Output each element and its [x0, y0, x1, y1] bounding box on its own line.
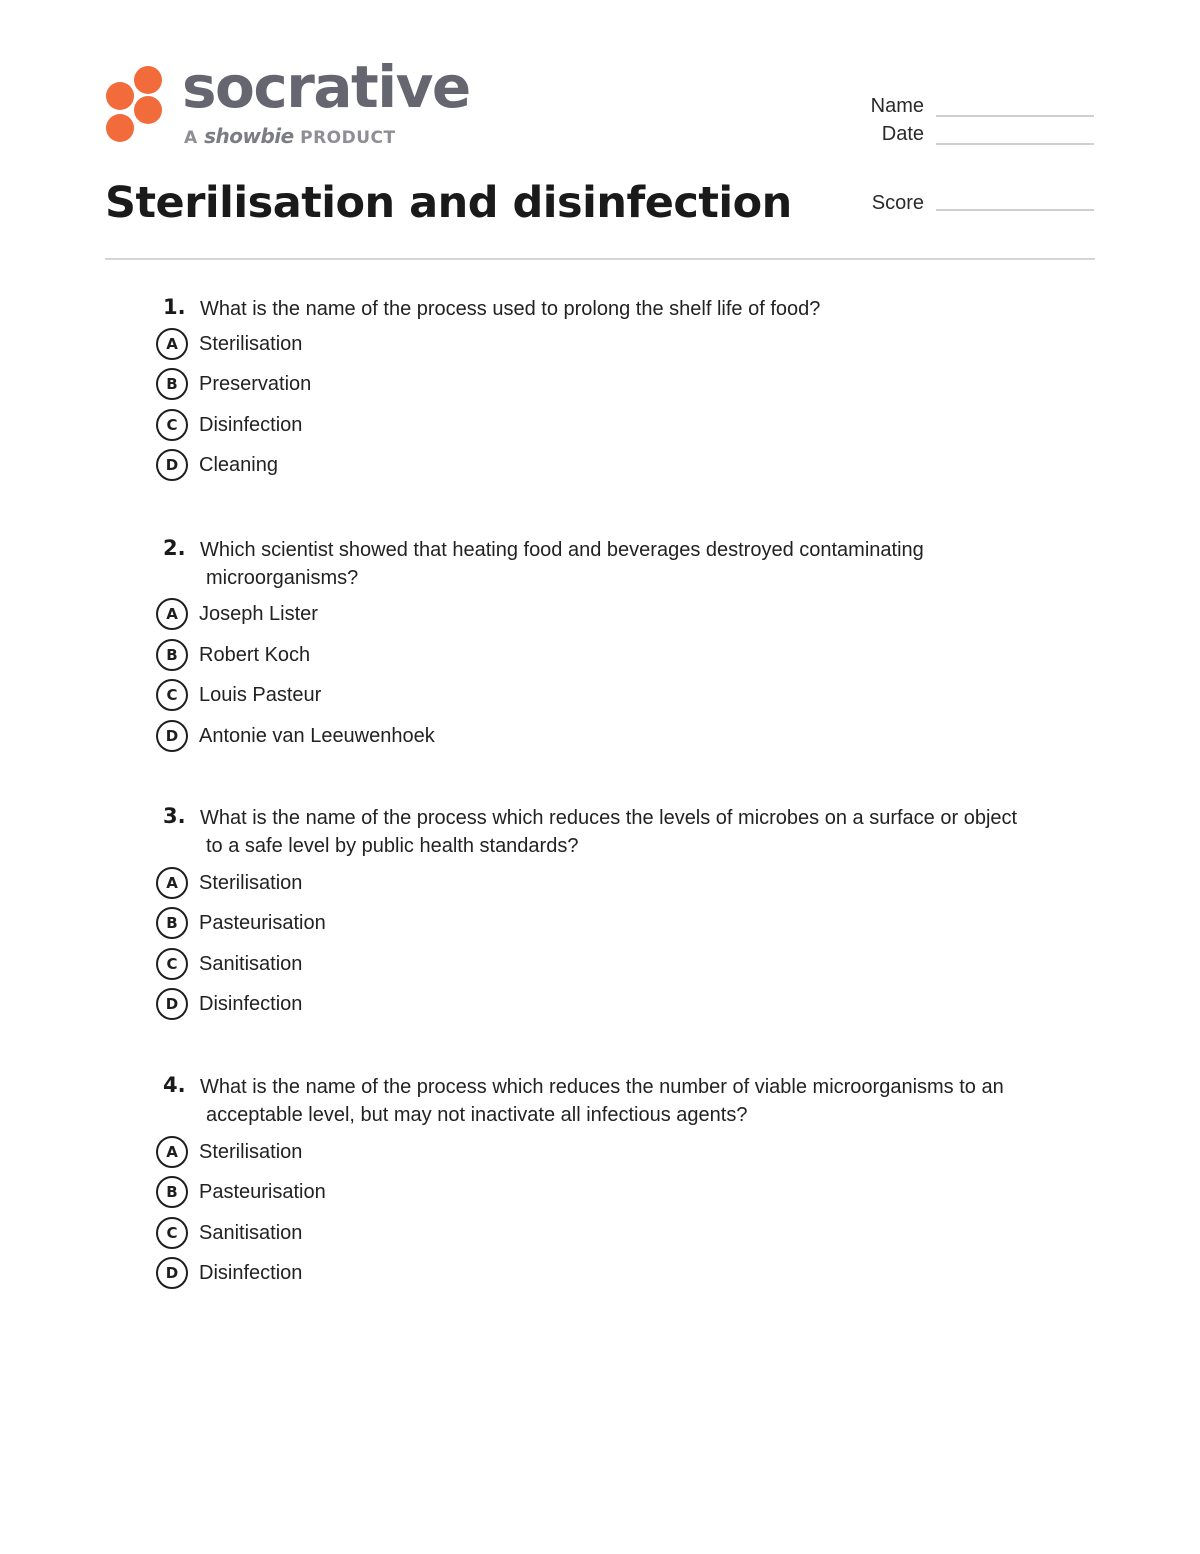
socrative-hexagon-icon [104, 64, 168, 144]
question-number: 3. [163, 804, 186, 828]
option-c[interactable] [156, 1217, 756, 1249]
option-letter-badge: A [156, 328, 188, 360]
tagline-prefix: A [184, 128, 198, 148]
option-text: Preservation [199, 373, 312, 395]
option-text: Disinfection [199, 993, 303, 1015]
question-text-line-1: What is the name of the process which reduces the levels of microbes on a surface or object [200, 807, 1018, 829]
option-c[interactable] [156, 679, 756, 711]
option-a[interactable] [156, 1136, 756, 1168]
header-divider [105, 258, 1095, 260]
option-text: Pasteurisation [199, 912, 326, 934]
option-a[interactable] [156, 867, 756, 899]
question-text [200, 295, 1070, 323]
option-text: Pasteurisation [199, 1181, 326, 1203]
option-c[interactable] [156, 948, 756, 980]
score-blank-line[interactable] [936, 209, 1094, 211]
option-letter-badge: D [156, 988, 188, 1020]
question-number: 1. [163, 295, 186, 319]
question-number: 4. [163, 1073, 186, 1097]
option-a[interactable] [156, 328, 756, 360]
option-letter-badge: B [156, 1176, 188, 1208]
question-text-line-2: to a safe level by public health standards? [206, 835, 579, 857]
option-d[interactable] [156, 449, 756, 481]
option-text: Sterilisation [199, 333, 303, 355]
option-text: Disinfection [199, 414, 303, 436]
option-text: Joseph Lister [199, 603, 318, 625]
question-text-line-2: microorganisms? [206, 567, 359, 589]
option-text: Sanitisation [199, 953, 303, 975]
option-d[interactable] [156, 988, 756, 1020]
option-text: Robert Koch [199, 644, 311, 666]
question-text-line-1: What is the name of the process which reduces the number of viable microorganisms to an [200, 1076, 1004, 1098]
option-letter-badge: B [156, 639, 188, 671]
option-text: Cleaning [199, 454, 278, 476]
option-d[interactable] [156, 720, 756, 752]
tagline-brand: showbie [204, 124, 294, 148]
option-text: Disinfection [199, 1262, 303, 1284]
option-letter-badge: A [156, 1136, 188, 1168]
option-b[interactable] [156, 1176, 756, 1208]
name-label: Name [870, 95, 924, 117]
option-letter-badge: A [156, 598, 188, 630]
option-text: Sterilisation [199, 1141, 303, 1163]
brand-tagline [184, 124, 396, 148]
socrative-logo [104, 53, 470, 154]
option-letter-badge: B [156, 907, 188, 939]
option-text: Louis Pasteur [199, 684, 322, 706]
question-text [200, 1073, 1070, 1129]
option-letter-badge: B [156, 368, 188, 400]
option-c[interactable] [156, 409, 756, 441]
option-letter-badge: C [156, 409, 188, 441]
option-a[interactable] [156, 598, 756, 630]
name-blank-line[interactable] [936, 115, 1094, 117]
option-text: Sanitisation [199, 1222, 303, 1244]
page-title: Sterilisation and disinfection [105, 178, 792, 228]
option-d[interactable] [156, 1257, 756, 1289]
option-letter-badge: C [156, 679, 188, 711]
option-b[interactable] [156, 907, 756, 939]
question-text [200, 536, 1070, 592]
score-label: Score [871, 192, 924, 214]
option-letter-badge: C [156, 1217, 188, 1249]
question-number: 2. [163, 536, 186, 560]
option-b[interactable] [156, 368, 756, 400]
option-text: Sterilisation [199, 872, 303, 894]
option-letter-badge: C [156, 948, 188, 980]
option-letter-badge: D [156, 720, 188, 752]
option-letter-badge: D [156, 1257, 188, 1289]
date-blank-line[interactable] [936, 143, 1094, 145]
question-text [200, 804, 1070, 860]
option-letter-badge: A [156, 867, 188, 899]
brand-wordmark: socrative [182, 53, 470, 121]
tagline-suffix: PRODUCT [300, 128, 396, 148]
question-text-line-1: Which scientist showed that heating food and beverages destroyed contaminating [200, 539, 924, 561]
question-text-line-1: What is the name of the process used to prolong the shelf life of food? [200, 298, 821, 320]
option-text: Antonie van Leeuwenhoek [199, 725, 435, 747]
date-label: Date [881, 123, 924, 145]
question-text-line-2: acceptable level, but may not inactivate all infectious agents? [206, 1104, 748, 1126]
option-b[interactable] [156, 639, 756, 671]
option-letter-badge: D [156, 449, 188, 481]
